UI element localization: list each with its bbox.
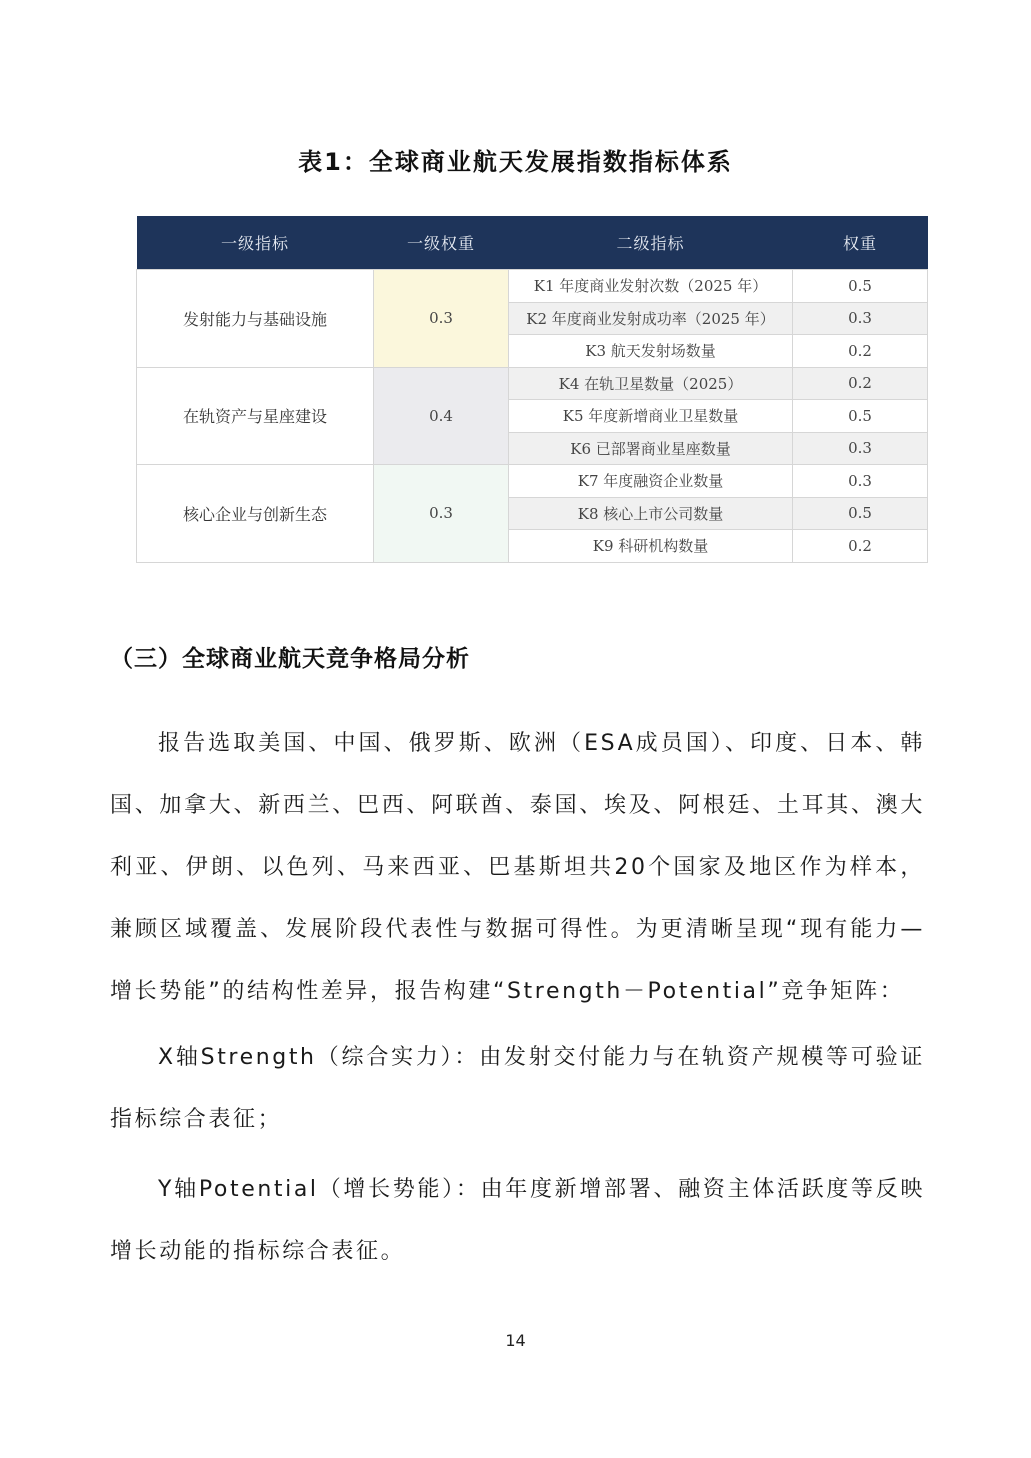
intro-paragraph: 报告选取美国、中国、俄罗斯、欧洲（ESA成员国）、印度、日本、韩国、加拿大、新西兰、巴西、阿联酋、泰国、埃及、阿根廷、土耳其、澳大利亚、伊朗、以色列、马来西亚、巴基斯坦共20个国家及地区作为样本，兼顾区域覆盖、发展阶段代表性与数据可得性。为更清晰呈现“现有能力—增长势能”的结构性差异，报告构建“Strength－Potential”竞争矩阵： bbox=[110, 731, 925, 1004]
column-header: 一级权重 bbox=[374, 216, 509, 270]
secondary-weight: 0.2 bbox=[793, 335, 928, 368]
secondary-weight: 0.5 bbox=[793, 400, 928, 433]
table-title: 表1：全球商业航天发展指数指标体系 bbox=[298, 148, 733, 176]
secondary-indicator: K1 年度商业发射次数（2025 年） bbox=[509, 270, 793, 303]
primary-indicator: 在轨资产与星座建设 bbox=[137, 367, 374, 465]
x-axis-paragraph: X轴Strength（综合实力）：由发射交付能力与在轨资产规模等可验证指标综合表征； bbox=[110, 1045, 925, 1132]
primary-weight: 0.4 bbox=[374, 367, 509, 465]
column-header: 一级指标 bbox=[137, 216, 374, 270]
secondary-indicator: K8 核心上市公司数量 bbox=[509, 497, 793, 530]
primary-indicator: 发射能力与基础设施 bbox=[137, 270, 374, 368]
secondary-weight: 0.5 bbox=[793, 270, 928, 303]
primary-weight: 0.3 bbox=[374, 465, 509, 563]
secondary-weight: 0.2 bbox=[793, 367, 928, 400]
table-row bbox=[137, 465, 928, 498]
secondary-indicator: K9 科研机构数量 bbox=[509, 530, 793, 563]
section-heading: （三）全球商业航天竞争格局分析 bbox=[110, 646, 470, 672]
primary-indicator: 核心企业与创新生态 bbox=[137, 465, 374, 563]
column-header: 二级指标 bbox=[509, 216, 793, 270]
secondary-weight: 0.3 bbox=[793, 465, 928, 498]
secondary-indicator: K5 年度新增商业卫星数量 bbox=[509, 400, 793, 433]
table-header-row bbox=[137, 216, 928, 270]
secondary-weight: 0.3 bbox=[793, 302, 928, 335]
table-row bbox=[137, 270, 928, 303]
primary-weight: 0.3 bbox=[374, 270, 509, 368]
secondary-indicator: K2 年度商业发射成功率（2025 年） bbox=[509, 302, 793, 335]
indicator-table bbox=[136, 216, 928, 563]
secondary-indicator: K6 已部署商业星座数量 bbox=[509, 432, 793, 465]
secondary-weight: 0.2 bbox=[793, 530, 928, 563]
table-row bbox=[137, 367, 928, 400]
secondary-indicator: K7 年度融资企业数量 bbox=[509, 465, 793, 498]
secondary-weight: 0.3 bbox=[793, 432, 928, 465]
secondary-indicator: K3 航天发射场数量 bbox=[509, 335, 793, 368]
column-header: 权重 bbox=[793, 216, 928, 270]
y-axis-paragraph: Y轴Potential（增长势能）：由年度新增部署、融资主体活跃度等反映增长动能的指标综合表征。 bbox=[110, 1177, 925, 1264]
page-number: 14 bbox=[505, 1331, 526, 1350]
secondary-weight: 0.5 bbox=[793, 497, 928, 530]
secondary-indicator: K4 在轨卫星数量（2025） bbox=[509, 367, 793, 400]
